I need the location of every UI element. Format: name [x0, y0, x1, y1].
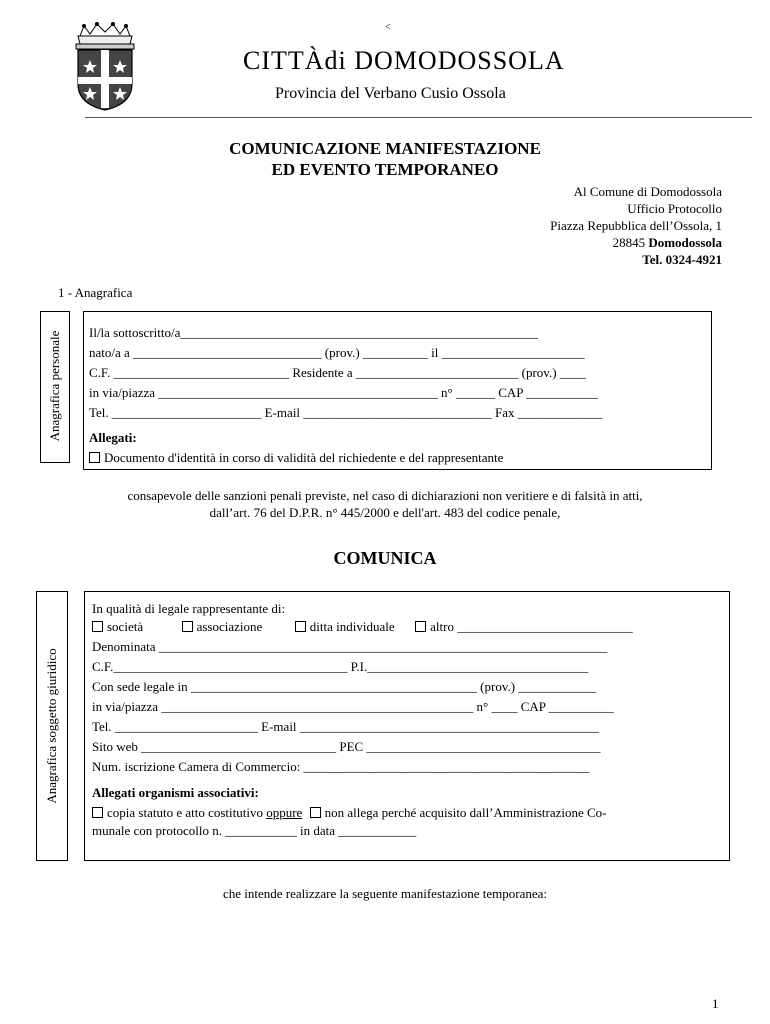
associative-attachment-options: copia statuto e atto costitutivo oppure non allega perché acquisito dall’Amministrazione Co- — [92, 804, 607, 822]
declaration-line2: dall’art. 76 del D.P.R. n° 445/2000 e dell'art. 483 del codice penale, — [209, 505, 561, 520]
declaration-line1: consapevole delle sanzioni penali previste, nel caso di dichiarazioni non veritiere e di falsità in atti, — [127, 488, 643, 503]
document-title-line1: COMUNICAZIONE MANIFESTAZIONE — [229, 139, 541, 158]
recipient-line: Ufficio Protocollo — [627, 201, 722, 216]
field-cf-pi[interactable]: C.F.____________________________________ P.I.__________________________________ — [92, 659, 589, 674]
header-mark: < — [385, 22, 391, 33]
section1-heading: 1 - Anagrafica — [58, 285, 133, 300]
checkbox-non-allega[interactable] — [310, 807, 321, 818]
checkbox-id-document[interactable] — [89, 452, 100, 463]
associative-attachments-label: Allegati organismi associativi: — [92, 785, 259, 800]
section2-side-label: Anagrafica soggetto giuridico — [44, 648, 59, 804]
checkbox-copia-statuto[interactable] — [92, 807, 103, 818]
checkbox-societa[interactable] — [92, 621, 103, 632]
field-tel-email-fax[interactable]: Tel. _______________________ E-mail _____________________________ Fax _____________ — [89, 405, 603, 420]
field-altro[interactable]: ___________________________ — [457, 619, 633, 634]
field-nato-a[interactable]: nato/a a _____________________________ (prov.) __________ il ______________________ — [89, 345, 585, 360]
header-divider — [85, 117, 752, 118]
legal-entity-box — [84, 591, 730, 861]
recipient-phone: Tel. 0324-4921 — [642, 252, 722, 267]
recipient-line: Piazza Repubblica dell’Ossola, 1 — [550, 218, 722, 233]
field-denominata[interactable]: Denominata _____________________________________________________________________ — [92, 639, 608, 654]
recipient-address — [550, 183, 722, 268]
attachments-label: Allegati: — [89, 430, 137, 445]
field-cf-residente[interactable]: C.F. ___________________________ Residente a _________________________ (prov.) ____ — [89, 365, 586, 380]
field-protocollo[interactable]: munale con protocollo n. ___________ in data ____________ — [92, 823, 417, 838]
city-name: CITTÀdi DOMODOSSOLA — [243, 46, 565, 75]
recipient-line: Al Comune di Domodossola — [573, 184, 722, 199]
field-sede-legale[interactable]: Con sede legale in ____________________________________________ (prov.) ____________ — [92, 679, 597, 694]
field-tel-email-entity[interactable]: Tel. ______________________ E-mail ______________________________________________ — [92, 719, 599, 734]
checkbox-associazione[interactable] — [182, 621, 193, 632]
page-number: 1 — [712, 996, 719, 1011]
checkbox-ditta-individuale[interactable] — [295, 621, 306, 632]
recipient-city: Domodossola — [648, 235, 722, 250]
comunica-heading: COMUNICA — [333, 548, 437, 568]
representative-intro: In qualità di legale rappresentante di: — [92, 601, 286, 616]
section1-side-label: Anagrafica personale — [47, 330, 62, 442]
attachment-item: Documento d'identità in corso di validità del richiedente e del rappresentante — [89, 449, 503, 467]
entity-type-options: società associazione ditta individuale altro ___________________________ — [92, 618, 633, 636]
field-via-piazza[interactable]: in via/piazza ___________________________________________ n° ______ CAP ___________ — [89, 385, 598, 400]
province-name: Provincia del Verbano Cusio Ossola — [275, 85, 506, 102]
checkbox-altro[interactable] — [415, 621, 426, 632]
personal-data-box — [83, 311, 712, 470]
field-via-piazza-entity[interactable]: in via/piazza ________________________________________________ n° ____ CAP __________ — [92, 699, 614, 714]
city-crest-logo — [70, 22, 140, 112]
recipient-line: 28845 Domodossola — [612, 235, 722, 250]
field-camera-commercio[interactable]: Num. iscrizione Camera di Commercio: ____________________________________________ — [92, 759, 590, 774]
section2-side-label-box — [36, 591, 68, 861]
section1-side-label-box — [40, 311, 70, 463]
field-sottoscritto[interactable]: Il/la sottoscritto/a_______________________________________________________ — [89, 325, 538, 340]
field-sito-pec[interactable]: Sito web ______________________________ PEC ____________________________________ — [92, 739, 601, 754]
document-title-line2: ED EVENTO TEMPORANEO — [271, 160, 499, 179]
oppure-text: oppure — [266, 805, 303, 820]
closing-text: che intende realizzare la seguente manifestazione temporanea: — [222, 886, 548, 901]
